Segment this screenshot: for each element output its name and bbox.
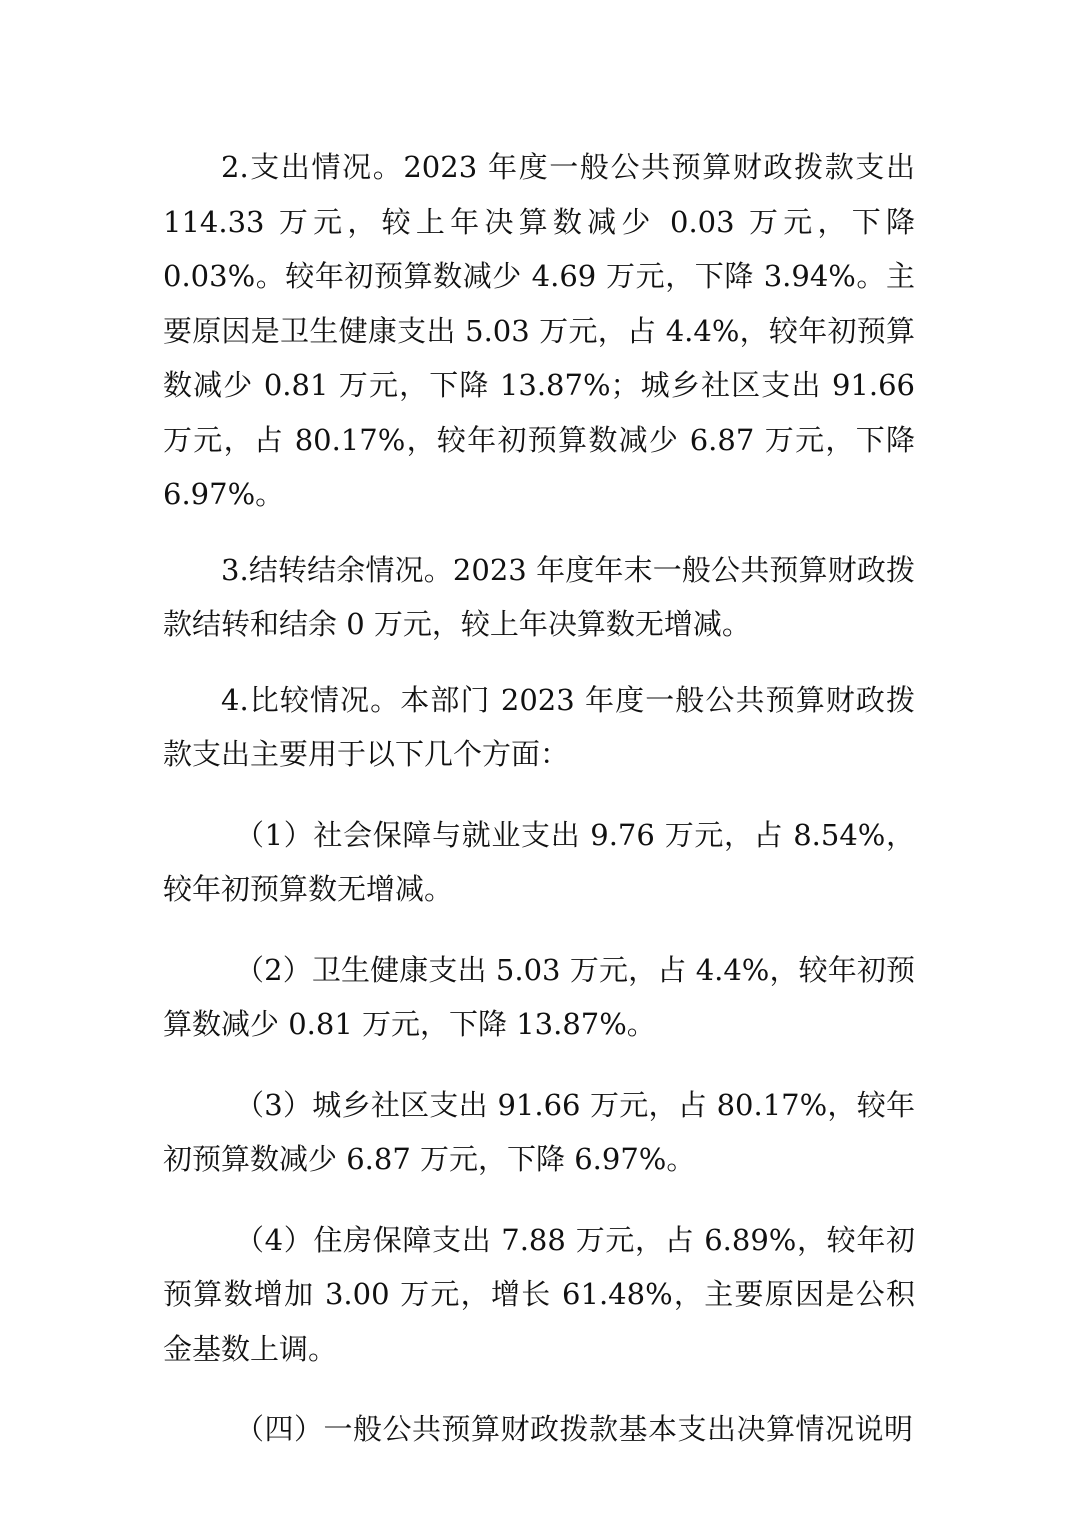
list-item-health: （2）卫生健康支出 5.03 万元，占 4.4%，较年初预算数减少 0.81 万元，下降 13.87%。 xyxy=(163,952,915,1041)
section-heading: （四）一般公共预算财政拨款基本支出决算情况说明 xyxy=(235,1412,914,1446)
paragraph-carryover: 3.结转结余情况。2023 年度年末一般公共预算财政拨款结转和结余 0 万元，较上年决算数无增减。 xyxy=(163,552,915,641)
document-page xyxy=(163,140,915,1457)
list-item-urban-rural: （3）城乡社区支出 91.66 万元，占 80.17%，较年初预算数减少 6.87 万元，下降 6.97%。 xyxy=(163,1087,915,1176)
paragraph-expenditure: 2.支出情况。2023 年度一般公共预算财政拨款支出 114.33 万元，较上年决算数减少 0.03 万元，下降 0.03%。较年初预算数减少 4.69 万元，下降 3.94%。主要原因是卫生健康支出 5.03 万元，占 4.4%，较年初预算数减少 0.81 万元，下降 13.87%；城乡社区支出 91.66 万元，占 80.17%，较年初预算数减少 6.87 万元，下降 6.97%。 xyxy=(163,150,915,511)
list-item-housing: （4）住房保障支出 7.88 万元，占 6.89%，较年初预算数增加 3.00 万元，增长 61.48%，主要原因是公积金基数上调。 xyxy=(163,1222,915,1366)
list-item-social-security: （1）社会保障与就业支出 9.76 万元，占 8.54%，较年初预算数无增减。 xyxy=(163,817,915,906)
paragraph-comparison: 4.比较情况。本部门 2023 年度一般公共预算财政拨款支出主要用于以下几个方面： xyxy=(163,682,915,771)
